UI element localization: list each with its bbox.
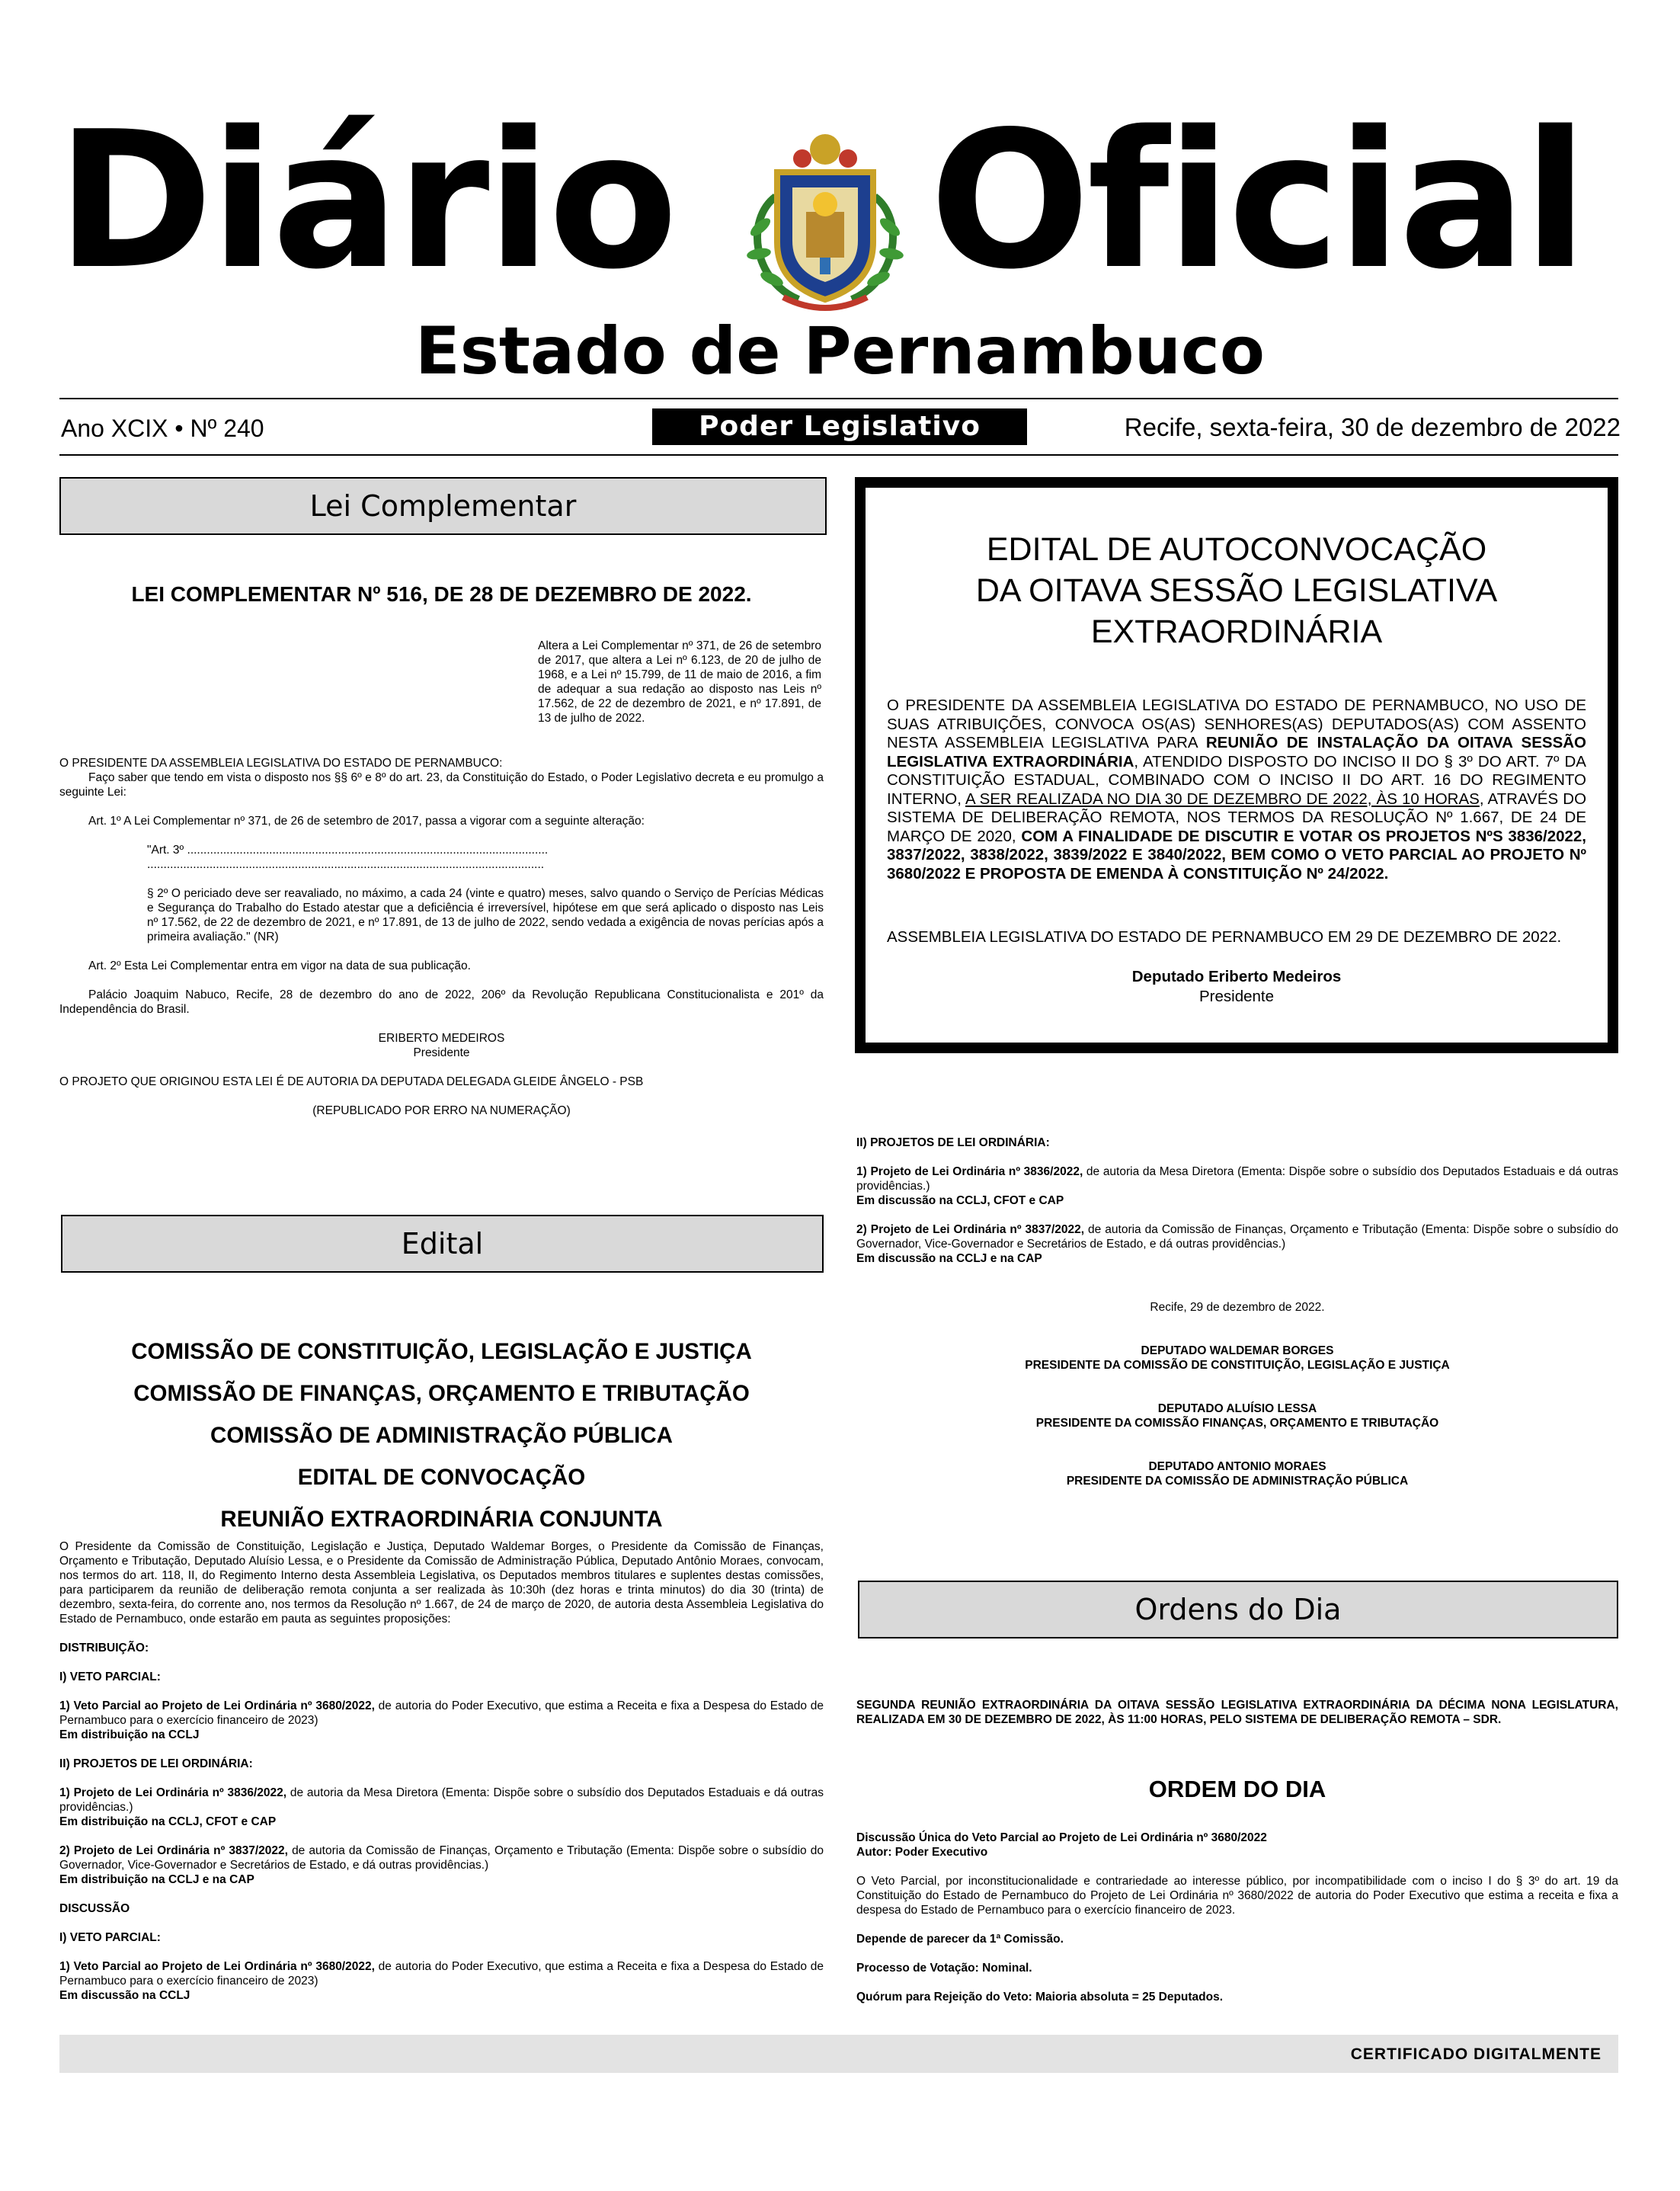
ordens-parecer: Depende de parecer da 1ª Comissão. [856,1933,1064,1946]
ordens-votacao: Processo de Votação: Nominal. [856,1962,1032,1975]
lei-quote-dots: ......................................................................................................................... [147,858,545,871]
sig2-name: DEPUTADO ALUÍSIO LESSA [1157,1402,1317,1415]
autoconv-body-f: COM A FINALIDADE DE DISCUTIR E VOTAR OS PROJETOS NºS 3836/2022, 3837/2022, 3838/2022, 3839/2022 E 3840/2022, BEM COMO O VETO PARCIAL AO PROJETO Nº 3680/2022 E PROPOSTA DE EMENDA À CONSTITUIÇÃO Nº 24/2022. [887,827,1586,882]
autoconv-body-a: O PRESIDENTE DA ASSEMBLEIA LEGISLATIVA DO ESTADO DE PERNAMBUCO, NO USO DE SUAS ATRIBUIÇÕES, CONVOCA OS(AS) SENHORES(AS) DEPUTADOS(AS) COM ASSENTO NESTA ASSEMBLEIA LEGISLATIVA PARA [887,697,1586,751]
ordens-body [856,1831,1618,2019]
sig3-role: PRESIDENTE DA COMISSÃO DE ADMINISTRAÇÃO PÚBLICA [1066,1475,1409,1488]
lei-signer-name: ERIBERTO MEDEIROS [378,1032,505,1045]
ordens-item-title: Discussão Única do Veto Parcial ao Projeto de Lei Ordinária nº 3680/2022 [856,1831,1267,1844]
lei-quote-art: "Art. 3º .............................................................................................................. [147,844,549,857]
autoconv-title-1: EDITAL DE AUTOCONVOCAÇÃO [986,531,1487,568]
edital-projects-heading: II) PROJETOS DE LEI ORDINÁRIA: [59,1757,253,1770]
right-p1-text: de autoria da Mesa Diretora (Ementa: Dispõe sobre o subsídio dos Deputados Estaduais e dá outras providências.) [856,1165,1618,1193]
edital-veto-heading: I) VETO PARCIAL: [59,1670,161,1683]
right-projects [856,1136,1618,1280]
footer-bar [59,2035,1618,2073]
section-header-edital: Edital [61,1215,824,1273]
right-signatures [856,1300,1618,1488]
lei-paragraph-2: § 2º O periciado deve ser reavaliado, no máximo, a cada 24 (vinte e quatro) meses, salvo quando o Serviço de Perícias Médicas e Segurança do Trabalho do Estado atestar que a deficiência é irreversível, hipótese em que será aplicado o disposto nas Leis nº 17.562, de 22 de dezembro de 2021, e nº 17.891, de 13 de julho de 2022, sendo vedada a exigência de novas perícias após a primeira avaliação." (NR) [147,887,824,943]
edital-heading-4: EDITAL DE CONVOCAÇÃO [297,1465,586,1490]
sig1-name: DEPUTADO WALDEMAR BORGES [1141,1344,1334,1357]
autoconv-title-2: DA OITAVA SESSÃO LEGISLATIVA [975,572,1498,609]
lei-note: (REPUBLICADO POR ERRO NA NUMERAÇÃO) [312,1104,571,1117]
edital-distribuicao: DISTRIBUIÇÃO: [59,1642,149,1654]
autoconv-body-d: A SER REALIZADA NO DIA 30 DE DEZEMBRO DE 2022, ÀS 10 HORAS [965,790,1480,808]
right-p1-status: Em discussão na CCLJ, CFOT e CAP [856,1194,1064,1207]
ordens-author: Autor: Poder Executivo [856,1846,988,1859]
ordens-quorum: Quórum para Rejeição do Veto: Maioria absoluta = 25 Deputados. [856,1991,1224,2004]
masthead-title-left: Diário [56,91,675,311]
right-p1-number: 1) Projeto de Lei Ordinária nº 3836/2022, [856,1165,1083,1178]
coat-of-arms-icon [730,128,920,319]
ordens-item-body: O Veto Parcial, por inconstitucionalidade e contrariedade ao interesse público, por incompatibilidade com o inciso I do § 3º do art. 19 da Constituição do Estado de Pernambuco do Projeto de Lei Ordinária nº 3680/2022 de autoria do Poder Executivo que estima a receita e fixa a despesa do Estado de Pernambuco para o exercício financeiro de 2023. [856,1875,1618,1917]
right-p2-text: de autoria da Comissão de Finanças, Orçamento e Tributação (Ementa: Dispõe sobre o subsídio do Governador, Vice-Governador e Secretários de Estado, e dá outras providências.) [856,1223,1618,1251]
edital-veto2-text: de autoria do Poder Executivo, que estima a Receita e fixa a Despesa do Estado de Pernambuco para o exercício financeiro de 2023) [59,1960,824,1988]
lei-preamble-2: Faço saber que tendo em vista o disposto nos §§ 6º e 8º do art. 23, da Constituição do Estado, o Poder Legislativo decreta e eu promulgo a seguinte Lei: [59,771,824,799]
edital-intro: O Presidente da Comissão de Constituição, Legislação e Justiça, Deputado Waldemar Borges, o Presidente da Comissão de Finanças, Orçamento e Tributação, Deputado Aluísio Lessa, e o Presidente da Comissão de Administração Pública, Deputado Antônio Moraes, convocam, nos termos do art. 118, II, do Regimento Interno desta Assembleia Legislativa, os Deputados membros titulares e suplentes destas comissões, para participarem da reunião de deliberação remota conjunta a ser realizada às 10:30h (dez horas e trinta minutos) do dia 30 (trinta) de dezembro, sexta-feira, do corrente ano, nos termos da Resolução nº 1.667, de 24 de março de 2020, de autoria desta Assembleia Legislativa do Estado de Pernambuco, onde estarão em pauta as seguintes proposições: [59,1540,824,1626]
sig3-name: DEPUTADO ANTONIO MORAES [1148,1460,1326,1473]
masthead-title-right: Oficial [930,91,1586,311]
right-p2-status: Em discussão na CCLJ e na CAP [856,1252,1042,1265]
edital-heading-1: COMISSÃO DE CONSTITUIÇÃO, LEGISLAÇÃO E JUSTIÇA [131,1339,752,1364]
lei-ementa: Altera a Lei Complementar nº 371, de 26 de setembro de 2017, que altera a Lei nº 6.123, de 20 de julho de 1968, e a Lei nº 15.799, de 11 de maio de 2016, a fim de adequar a sua redação ao disposto nas Leis nº 17.562, de 22 de dezembro de 2021, e nº 17.891, de 13 de julho de 2022. [538,639,821,725]
autoconv-body-b: REUNIÃO DE INSTALAÇÃO DA OITAVA SESSÃO LEGISLATIVA EXTRAORDINÁRIA [887,734,1586,770]
edital-headings [59,1331,824,1540]
edital-veto-status: Em distribuição na CCLJ [59,1728,200,1741]
lei-art2: Art. 2º Esta Lei Complementar entra em vigor na data de sua publicação. [88,959,471,972]
right-projects-heading: II) PROJETOS DE LEI ORDINÁRIA: [856,1136,1050,1149]
masthead-rule-top [59,398,1618,399]
branch-badge: Poder Legislativo [652,408,1027,445]
edital-p2-status: Em distribuição na CCLJ e na CAP [59,1873,254,1886]
autoconvocacao-box [855,477,1618,1053]
autoconv-title-3: EXTRAORDINÁRIA [1090,613,1383,650]
autoconv-role: Presidente [1198,988,1274,1005]
edital-heading-5: REUNIÃO EXTRAORDINÁRIA CONJUNTA [220,1507,663,1532]
right-date: Recife, 29 de dezembro de 2022. [1150,1301,1325,1314]
edital-veto-text: de autoria do Poder Executivo, que estima a Receita e fixa a Despesa do Estado de Pernambuco para o exercício financeiro de 2023) [59,1699,824,1727]
masthead-rule-bottom [59,454,1618,456]
lei-origin: O PROJETO QUE ORIGINOU ESTA LEI É DE AUTORIA DA DEPUTADA DELEGADA GLEIDE ÂNGELO - PSB [59,1075,644,1088]
ordens-session: SEGUNDA REUNIÃO EXTRAORDINÁRIA DA OITAVA SESSÃO LEGISLATIVA EXTRAORDINÁRIA DA DÉCIMA NONA LEGISLATURA, REALIZADA EM 30 DE DEZEMBRO DE 2022, ÀS 11:00 HORAS, PELO SISTEMA DE DELIBERAÇÃO REMOTA – SDR. [856,1699,1618,1726]
edital-discussao: DISCUSSÃO [59,1902,130,1915]
edital-heading-2: COMISSÃO DE FINANÇAS, ORÇAMENTO E TRIBUTAÇÃO [133,1381,750,1406]
lei-preamble-1: O PRESIDENTE DA ASSEMBLEIA LEGISLATIVA DO ESTADO DE PERNAMBUCO: [59,757,503,770]
autoconv-signer: Deputado Eriberto Medeiros [1131,968,1342,985]
autoconv-body [887,697,1586,883]
right-p2-number: 2) Projeto de Lei Ordinária nº 3837/2022, [856,1223,1085,1236]
lei-art1: Art. 1º A Lei Complementar nº 371, de 26 de setembro de 2017, passa a vigorar com a seguinte alteração: [88,815,645,828]
sig2-role: PRESIDENTE DA COMISSÃO FINANÇAS, ORÇAMENTO E TRIBUTAÇÃO [1035,1417,1439,1430]
section-header-ordens-do-dia: Ordens do Dia [858,1581,1618,1638]
issue-number: Ano XCIX • Nº 240 [61,415,264,442]
edital-veto-number: 1) Veto Parcial ao Projeto de Lei Ordinária nº 3680/2022, [59,1699,375,1712]
sig1-role: PRESIDENTE DA COMISSÃO DE CONSTITUIÇÃO, LEGISLAÇÃO E JUSTIÇA [1025,1359,1450,1372]
edital-body [59,1539,824,2003]
ordens-title: ORDEM DO DIA [1148,1776,1326,1802]
autoconv-body-e: , ATRAVÉS DO SISTEMA DE DELIBERAÇÃO REMOTA, NOS TERMOS DA RESOLUÇÃO Nº 1.667, DE 24 DE MARÇO DE 2020, [887,790,1587,845]
edital-p1-text: de autoria da Mesa Diretora (Ementa: Dispõe sobre o subsídio dos Deputados Estaduais e dá outras providências.) [59,1786,824,1814]
dateline: Recife, sexta-feira, 30 de dezembro de 2022 [1124,413,1621,441]
edital-p2-text: de autoria da Comissão de Finanças, Orçamento e Tributação (Ementa: Dispõe sobre o subsídio do Governador, Vice-Governador e Secretários de Estado, e dá outras providências.) [59,1844,824,1872]
lei-body [59,756,824,1132]
edital-veto2-status: Em discussão na CCLJ [59,1989,190,2002]
lei-title: LEI COMPLEMENTAR Nº 516, DE 28 DE DEZEMBRO DE 2022. [131,582,752,606]
edital-p2-number: 2) Projeto de Lei Ordinária nº 3837/2022, [59,1844,288,1857]
lei-palacio: Palácio Joaquim Nabuco, Recife, 28 de dezembro do ano de 2022, 206º da Revolução Republicana Constitucionalista e 201º da Independência do Brasil. [59,988,824,1016]
edital-p1-number: 1) Projeto de Lei Ordinária nº 3836/2022, [59,1786,287,1799]
edital-heading-3: COMISSÃO DE ADMINISTRAÇÃO PÚBLICA [210,1423,673,1448]
section-header-lei-complementar: Lei Complementar [59,477,827,535]
autoconv-body-c: , ATENDIDO DISPOSTO DO INCISO II DO § 3º DO ART. 7º DA CONSTITUIÇÃO ESTADUAL, COMBINADO COM O INCISO II DO ART. 16 DO REGIMENTO INTERNO, [887,752,1586,808]
footer-certificado: CERTIFICADO DIGITALMENTE [1350,2045,1602,2063]
edital-p1-status: Em distribuição na CCLJ, CFOT e CAP [59,1815,277,1828]
masthead-subtitle: Estado de Pernambuco [415,313,1265,389]
autoconv-place-date: ASSEMBLEIA LEGISLATIVA DO ESTADO DE PERNAMBUCO EM 29 DE DEZEMBRO DE 2022. [887,928,1562,946]
lei-signer-role: Presidente [413,1046,470,1059]
edital-veto2-heading: I) VETO PARCIAL: [59,1931,161,1944]
edital-veto2-number: 1) Veto Parcial ao Projeto de Lei Ordinária nº 3680/2022, [59,1960,375,1973]
